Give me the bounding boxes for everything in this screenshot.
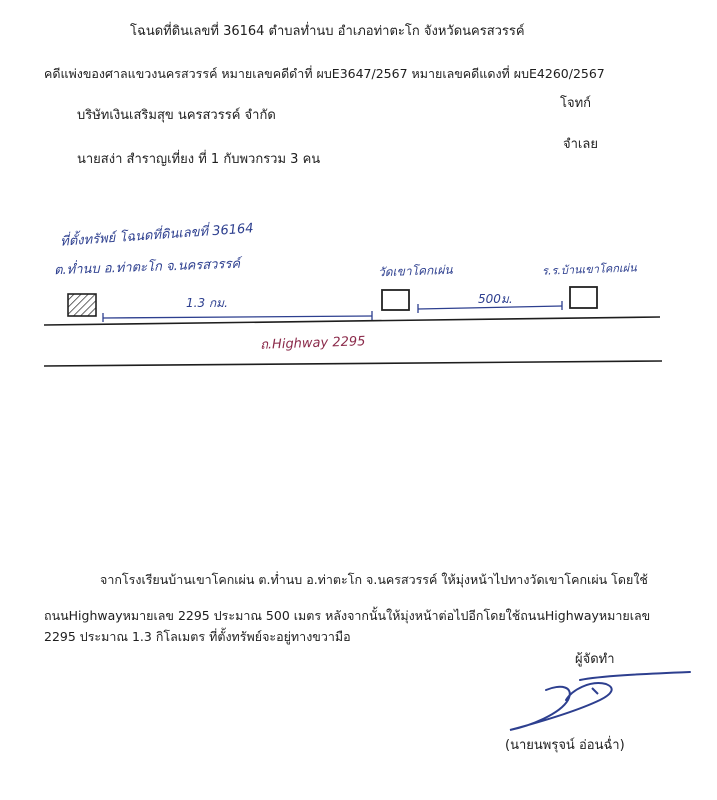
defendant-name: นายสง่า สำราญเที่ยง ที่ 1 กับพวกรวม 3 คน	[77, 152, 321, 167]
property-address-label: ต.ท่ำนบ อ.ท่าตะโก จ.นครสวรรค์	[53, 256, 241, 279]
distance-1-label: 1.3 กม.	[186, 296, 228, 310]
preparer-name: (นายนพรุจน์ อ่อนฉ่ำ)	[505, 738, 625, 753]
directions-line-1: จากโรงเรียนบ้านเขาโคกเผ่น ต.ท่ำนบ อ.ท่าตะโก จ.นครสวรรค์ ให้มุ่งหน้าไปทางวัดเขาโคกเผ่น โดยใช้	[100, 572, 648, 587]
school-label: ร.ร.บ้านเขาโคกเผ่น	[541, 261, 637, 278]
directions-line-2: ถนนHighwayหมายเลข 2295 ประมาณ 500 เมตร หลังจากนั้นให้มุ่งหน้าต่อไปอีกโดยใช้ถนนHighwayหมายเลข	[44, 608, 651, 623]
defendant-role: จำเลย	[563, 137, 598, 152]
distance-2-label: 500ม.	[478, 292, 513, 306]
road-label: ถ.Highway 2295	[259, 334, 366, 353]
plaintiff-role: โจทก์	[560, 96, 592, 111]
deed-title: โฉนดที่ดินเลขที่ 36164 ตำบลท่ำนบ อำเภอท่าตะโก จังหวัดนครสวรรค์	[130, 24, 525, 39]
property-deed-label: ที่ตั้งทรัพย์ โฉนดที่ดินเลขที่ 36164	[59, 221, 255, 250]
plaintiff-name: บริษัทเงินเสริมสุข นครสวรรค์ จำกัด	[77, 108, 276, 123]
case-number-line: คดีแพ่งของศาลแขวงนครสวรรค์ หมายเลขคดีดำที่ ผบE3647/2567 หมายเลขคดีแดงที่ ผบE4260/2567	[44, 66, 605, 81]
temple-label: วัดเขาโคกเผ่น	[377, 262, 453, 280]
directions-line-3: 2295 ประมาณ 1.3 กิโลเมตร ที่ตั้งทรัพย์จะอยู่ทางขวามือ	[44, 629, 351, 644]
preparer-title: ผู้จัดทำ	[575, 652, 615, 667]
